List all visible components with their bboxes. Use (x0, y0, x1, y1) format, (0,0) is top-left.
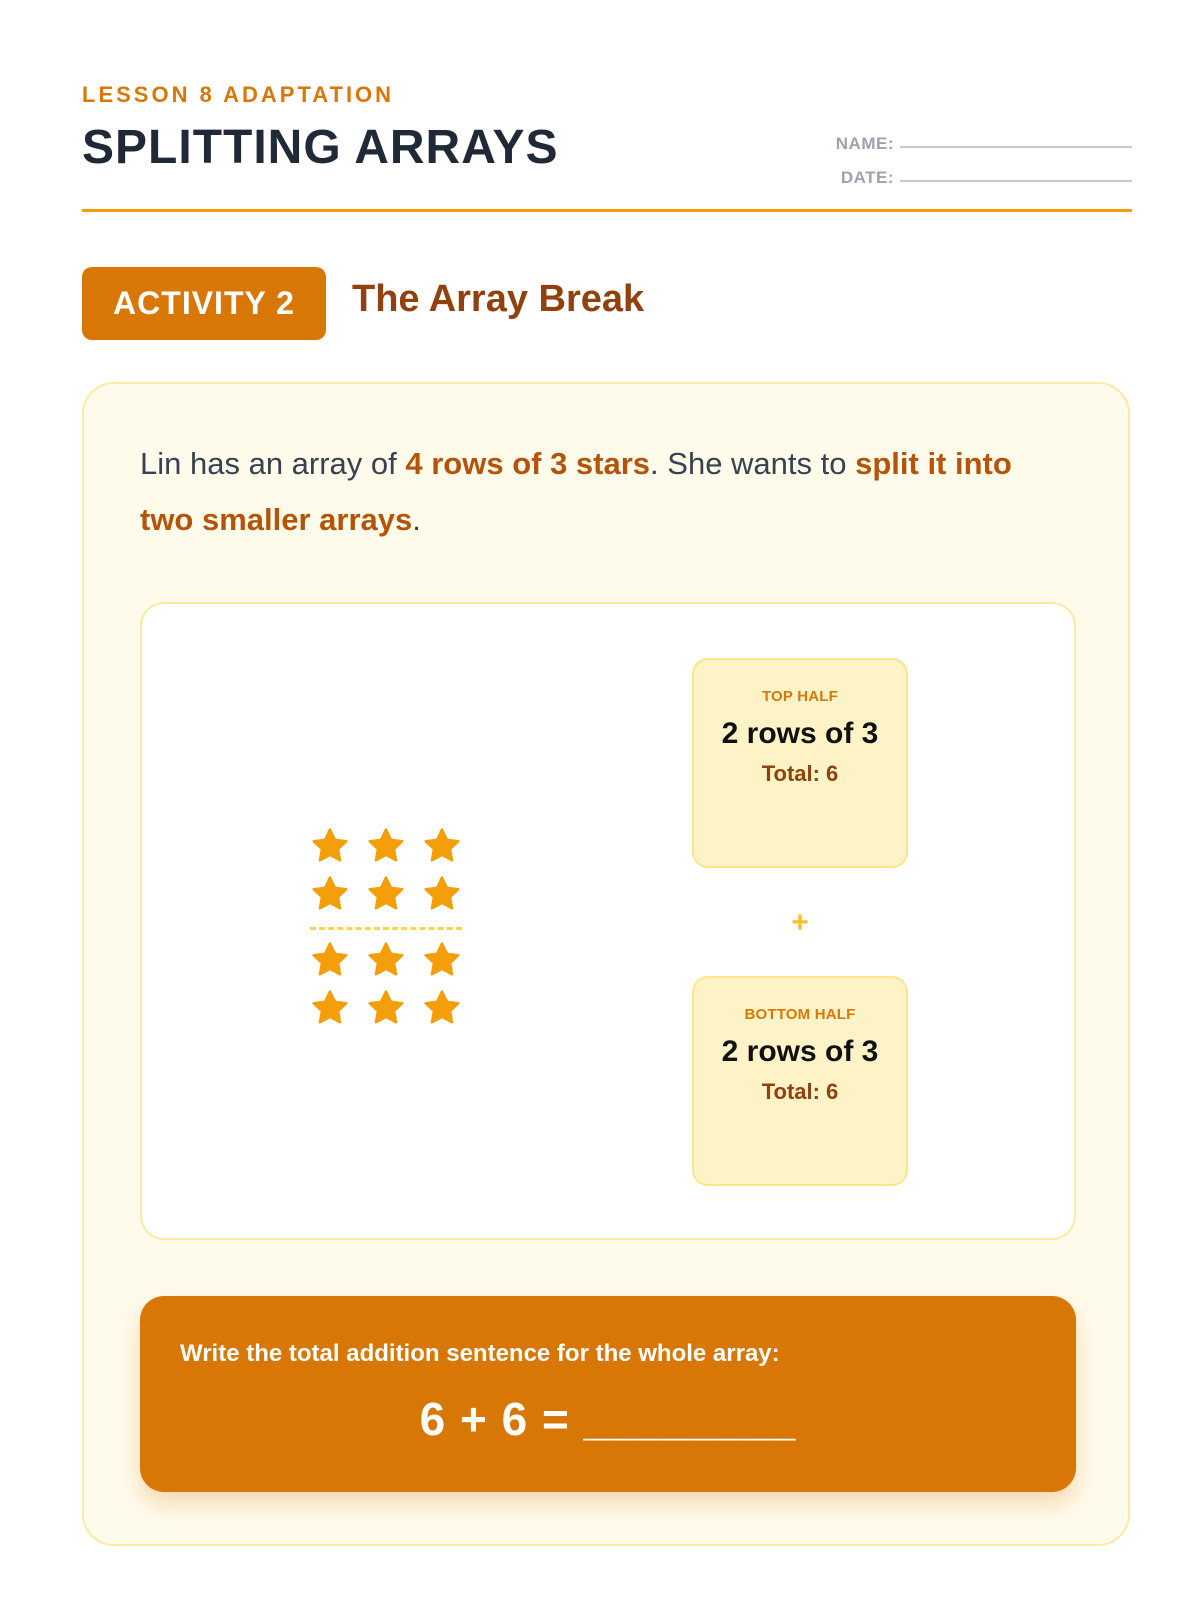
top-half-total: Total: 6 (761, 761, 839, 786)
star-row (310, 826, 462, 874)
prompt-text: . She wants to (650, 446, 856, 481)
top-half-description: 2 rows of 3 (721, 717, 879, 750)
top-half-label: TOP HALF (761, 688, 839, 705)
date-field-row (822, 154, 1132, 188)
answer-prompt: Write the total addition sentence for the whole array: (180, 1340, 780, 1367)
addition-sentence-blank[interactable]: 6 + 6 = ________ (419, 1393, 797, 1445)
star-icon (366, 874, 406, 914)
star-icon (422, 988, 462, 1028)
header-divider (82, 209, 1132, 212)
star-icon (422, 940, 462, 980)
lesson-label: LESSON 8 ADAPTATION (82, 82, 395, 107)
plus-sign: + (791, 906, 809, 939)
star-icon (422, 826, 462, 866)
page-title: SPLITTING ARRAYS (82, 121, 559, 174)
activity-badge: ACTIVITY 2 (82, 267, 326, 340)
bottom-half-box (692, 976, 908, 1186)
prompt-highlight-rows: 4 rows of 3 stars (405, 446, 651, 481)
worksheet-page (82, 0, 1132, 1600)
bottom-half-description: 2 rows of 3 (721, 1035, 879, 1068)
star-icon (310, 940, 350, 980)
prompt-text: Lin has an array of (140, 446, 406, 481)
star-row (310, 940, 462, 988)
bottom-half-total: Total: 6 (761, 1079, 839, 1104)
star-row (310, 874, 462, 922)
name-field-row (822, 120, 1132, 154)
date-label: DATE: (840, 168, 894, 187)
top-half-box (692, 658, 908, 868)
bottom-half-label: BOTTOM HALF (744, 1006, 856, 1023)
array-visual-panel (140, 602, 1076, 1240)
star-icon (422, 874, 462, 914)
split-dashed-line (310, 927, 462, 930)
name-date-fields (822, 120, 1132, 188)
answer-bar (140, 1296, 1076, 1492)
star-icon (366, 826, 406, 866)
name-blank-line[interactable] (900, 146, 1132, 148)
prompt-highlight-split: split it into two smaller arrays (140, 446, 1012, 537)
name-label: NAME: (835, 134, 894, 153)
activity-title: The Array Break (352, 278, 645, 320)
date-blank-line[interactable] (900, 180, 1132, 182)
prompt-text: . (412, 502, 421, 537)
problem-prompt (140, 436, 1070, 548)
star-icon (310, 826, 350, 866)
star-icon (366, 940, 406, 980)
star-icon (310, 988, 350, 1028)
star-icon (366, 988, 406, 1028)
activity-card (82, 382, 1130, 1546)
star-icon (310, 874, 350, 914)
star-array (310, 826, 462, 1036)
star-row (310, 988, 462, 1036)
